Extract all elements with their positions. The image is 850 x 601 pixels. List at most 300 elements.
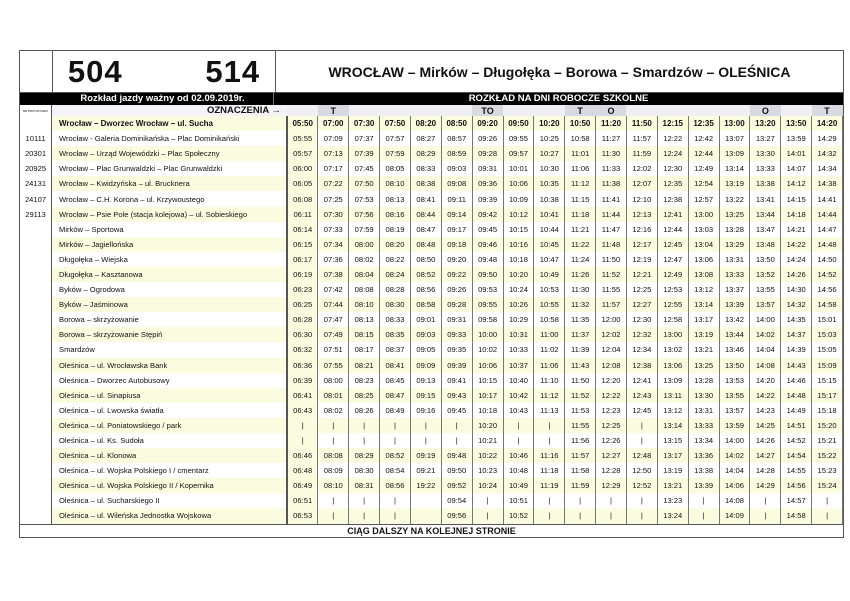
departure-time: 13:30	[750, 146, 781, 161]
departure-time: 12:55	[657, 297, 688, 312]
stop-name: Wrocław - Galeria Dominikańska – Plac Dominikański	[52, 131, 288, 146]
departure-time: 13:44	[719, 327, 750, 342]
departure-time: 10:21	[472, 433, 503, 448]
departure-time: 12:29	[596, 478, 627, 493]
departure-time: 12:20	[596, 373, 627, 388]
departure-time: 06:05	[287, 176, 318, 191]
departure-time: 14:00	[750, 312, 781, 327]
stop-name: Wrocław – C.H. Korona – ul. Krzywoustego	[52, 191, 288, 206]
departure-time: 12:25	[596, 418, 627, 433]
stop-code	[20, 448, 52, 463]
course-marker: T	[318, 105, 349, 116]
departure-time: 06:08	[287, 191, 318, 206]
timetable	[20, 105, 843, 524]
departure-time: 09:54	[441, 493, 472, 508]
departure-time: 10:06	[503, 176, 534, 191]
stop-row	[20, 358, 843, 373]
departure-time: 09:03	[410, 327, 441, 342]
departure-time: 08:21	[349, 358, 380, 373]
stop-name: Oleśnica – ul. Wojska Polskiego I / cmentarz	[52, 463, 288, 478]
departure-time: 11:56	[565, 433, 596, 448]
title-row	[20, 51, 843, 93]
departure-time: 14:12	[781, 176, 812, 191]
departure-time: 06:39	[287, 373, 318, 388]
departure-time: 13:08	[688, 267, 719, 282]
departure-time: 13:00	[719, 116, 750, 131]
departure-time: 13:24	[657, 508, 688, 523]
departure-time: 10:25	[534, 131, 565, 146]
departure-time: 06:48	[287, 463, 318, 478]
departure-time: 13:42	[719, 312, 750, 327]
departure-time: 14:07	[781, 161, 812, 176]
departure-time: 11:52	[565, 388, 596, 403]
departure-time: 10:42	[503, 388, 534, 403]
departure-time: 14:38	[812, 176, 843, 191]
departure-time: 12:27	[626, 297, 657, 312]
departure-time: 08:23	[349, 373, 380, 388]
departure-time: 13:55	[719, 388, 750, 403]
course-marker: TO	[472, 105, 503, 116]
stop-name: Oleśnica – ul. Wojska Polskiego II / Kopernika	[52, 478, 288, 493]
departure-time: 06:23	[287, 282, 318, 297]
stop-row	[20, 161, 843, 176]
departure-time: 06:43	[287, 403, 318, 418]
departure-time: 13:33	[688, 418, 719, 433]
departure-time: 10:30	[534, 161, 565, 176]
departure-time: 07:25	[318, 191, 349, 206]
departure-time: 06:30	[287, 327, 318, 342]
departure-time: 12:42	[688, 131, 719, 146]
departure-time: 13:30	[688, 388, 719, 403]
departure-time: 08:28	[380, 282, 411, 297]
departure-time: 13:36	[688, 448, 719, 463]
departure-time: 13:19	[688, 327, 719, 342]
departure-time: 10:27	[534, 146, 565, 161]
markings-label: OZNACZENIA →	[52, 105, 288, 116]
departure-time: 10:44	[534, 222, 565, 237]
departure-time: 06:14	[287, 222, 318, 237]
departure-time: 08:49	[380, 403, 411, 418]
departure-time: |	[534, 493, 565, 508]
departure-time: 10:58	[565, 131, 596, 146]
stop-row	[20, 433, 843, 448]
route-title: WROCŁAW – Mirków – Długołęka – Borowa – Smardzów – OLEŚNICA	[328, 63, 791, 80]
departure-time: 09:46	[472, 237, 503, 252]
departure-time: 14:21	[781, 222, 812, 237]
departure-time: 08:00	[349, 237, 380, 252]
departure-time: 14:01	[781, 146, 812, 161]
departure-time: |	[318, 493, 349, 508]
departure-time: 08:08	[349, 282, 380, 297]
departure-time: 14:23	[750, 403, 781, 418]
stop-name: Wrocław – Plac Grunwaldzki – Plac Grunwaldzki	[52, 161, 288, 176]
departure-time: 08:56	[410, 282, 441, 297]
departure-time: 13:07	[719, 131, 750, 146]
stop-code	[20, 508, 52, 523]
departure-time: 08:58	[410, 297, 441, 312]
departure-time: 11:00	[534, 327, 565, 342]
departure-time: 08:02	[349, 252, 380, 267]
departure-time: 10:06	[472, 358, 503, 373]
departure-time: 09:57	[503, 146, 534, 161]
stop-row	[20, 403, 843, 418]
departure-time: 07:09	[318, 131, 349, 146]
stop-code	[20, 358, 52, 373]
departure-time: 09:08	[441, 176, 472, 191]
departure-time: |	[287, 418, 318, 433]
departure-time: 08:05	[380, 161, 411, 176]
stop-code	[20, 463, 52, 478]
departure-time: 13:39	[688, 478, 719, 493]
departure-time: 13:17	[657, 448, 688, 463]
departure-time: 07:45	[349, 161, 380, 176]
course-marker	[719, 105, 750, 116]
departure-time: 08:30	[349, 463, 380, 478]
departure-time: 12:21	[626, 267, 657, 282]
departure-time: 07:00	[318, 116, 349, 131]
departure-time: 11:38	[596, 176, 627, 191]
departure-time: 08:45	[380, 373, 411, 388]
departure-time: 15:24	[812, 478, 843, 493]
departure-time: 14:48	[812, 237, 843, 252]
departure-time: 11:35	[565, 312, 596, 327]
departure-time: 13:03	[688, 222, 719, 237]
departure-time: 07:22	[318, 176, 349, 191]
departure-time: 09:55	[472, 297, 503, 312]
stop-code	[20, 327, 52, 342]
departure-time: 06:25	[287, 297, 318, 312]
departure-time: 09:01	[410, 312, 441, 327]
departure-time: 13:59	[781, 131, 812, 146]
departure-time: 10:47	[534, 252, 565, 267]
departure-time: 15:09	[812, 358, 843, 373]
departure-time: 13:06	[688, 252, 719, 267]
departure-time: |	[688, 508, 719, 523]
departure-time: 15:03	[812, 327, 843, 342]
departure-time: 14:26	[750, 433, 781, 448]
stop-code	[20, 282, 52, 297]
departure-time: 14:37	[781, 327, 812, 342]
departure-time: 09:21	[410, 463, 441, 478]
departure-time: 10:53	[534, 282, 565, 297]
stop-row	[20, 131, 843, 146]
departure-time: 08:10	[380, 176, 411, 191]
departure-time: 12:07	[626, 176, 657, 191]
stop-name: Smardzów	[52, 342, 288, 357]
departure-time: 13:11	[657, 388, 688, 403]
departure-time: 08:47	[410, 222, 441, 237]
departure-time: 14:41	[812, 191, 843, 206]
departure-time: 13:57	[750, 297, 781, 312]
stop-name: Mirków – Sportowa	[52, 222, 288, 237]
stop-row	[20, 297, 843, 312]
departure-time: 06:32	[287, 342, 318, 357]
departure-time: 11:20	[596, 116, 627, 131]
departure-time: |	[349, 508, 380, 523]
departure-time: 09:45	[472, 222, 503, 237]
departure-time: 14:25	[750, 418, 781, 433]
departure-time: 05:57	[287, 146, 318, 161]
departure-time: 12:23	[596, 403, 627, 418]
departure-time: 19:22	[410, 478, 441, 493]
course-marker	[410, 105, 441, 116]
stop-name: Oleśnica – ul. Sucharskiego II	[52, 493, 288, 508]
departure-time: 12:15	[657, 116, 688, 131]
departure-time: 11:18	[565, 207, 596, 222]
departure-time: 12:04	[596, 342, 627, 357]
departure-time: 10:48	[503, 463, 534, 478]
stop-code	[20, 237, 52, 252]
departure-time: 08:29	[410, 146, 441, 161]
course-marker	[441, 105, 472, 116]
continuation-note: CIĄG DALSZY NA KOLEJNEJ STRONIE	[20, 524, 843, 537]
departure-time: 11:30	[596, 146, 627, 161]
stop-row	[20, 478, 843, 493]
stop-row	[20, 463, 843, 478]
departure-time: 11:57	[626, 131, 657, 146]
departure-time: 14:20	[750, 373, 781, 388]
departure-time: 05:50	[287, 116, 318, 131]
course-marker: O	[750, 105, 781, 116]
departure-time: 10:58	[534, 312, 565, 327]
departure-time: 10:20	[503, 267, 534, 282]
departure-time: 09:20	[441, 252, 472, 267]
departure-time: 13:20	[750, 116, 781, 131]
departure-time: 14:44	[812, 207, 843, 222]
departure-time: 10:46	[503, 448, 534, 463]
departure-time: 08:41	[380, 358, 411, 373]
departure-time: 14:32	[812, 146, 843, 161]
course-marker	[503, 105, 534, 116]
stop-row	[20, 207, 843, 222]
departure-time: |	[565, 508, 596, 523]
departure-time: |	[750, 508, 781, 523]
stop-name: Wrocław – Psie Pole (stacja kolejowa) – ul. Sobieskiego	[52, 207, 288, 222]
departure-time: 13:28	[688, 373, 719, 388]
departure-time: 13:39	[719, 297, 750, 312]
departure-time: 14:48	[781, 388, 812, 403]
departure-time: 14:50	[812, 252, 843, 267]
departure-time: 13:25	[688, 358, 719, 373]
departure-time: 12:25	[626, 282, 657, 297]
departure-time: 10:50	[565, 116, 596, 131]
stop-row	[20, 116, 843, 131]
departure-time: 10:52	[503, 508, 534, 523]
stop-code	[20, 388, 52, 403]
departure-time: 09:15	[410, 388, 441, 403]
departure-time: 14:46	[781, 373, 812, 388]
markings-row	[20, 105, 843, 116]
departure-time: 10:16	[503, 237, 534, 252]
departure-time: |	[503, 433, 534, 448]
departure-time: 08:08	[318, 448, 349, 463]
departure-time: 07:44	[318, 297, 349, 312]
departure-time: 12:57	[688, 191, 719, 206]
valid-from-label: Rozkład jazdy ważny od 02.09.2019r.	[20, 93, 274, 105]
departure-time: 09:48	[472, 252, 503, 267]
departure-time: 09:56	[441, 508, 472, 523]
timetable-sheet	[19, 50, 844, 538]
departure-time: 08:54	[380, 463, 411, 478]
departure-time: 13:38	[750, 176, 781, 191]
departure-time: 11:18	[534, 463, 565, 478]
departure-time: 09:19	[410, 448, 441, 463]
departure-time: 08:00	[318, 373, 349, 388]
departure-time: 10:29	[503, 312, 534, 327]
course-marker	[657, 105, 688, 116]
course-marker	[688, 105, 719, 116]
departure-time: 12:38	[626, 358, 657, 373]
departure-time: 10:43	[503, 403, 534, 418]
departure-time: |	[287, 433, 318, 448]
departure-time: 10:20	[472, 418, 503, 433]
departure-time: 10:15	[503, 222, 534, 237]
departure-time: |	[812, 508, 843, 523]
departure-time: 12:58	[657, 312, 688, 327]
departure-time: 08:27	[410, 131, 441, 146]
departure-time: |	[380, 433, 411, 448]
departure-time: 10:01	[503, 161, 534, 176]
departure-time: 14:20	[812, 116, 843, 131]
departure-time: 08:37	[380, 342, 411, 357]
departure-time: |	[596, 493, 627, 508]
course-marker: T	[565, 105, 596, 116]
departure-time: 07:59	[380, 146, 411, 161]
departure-time: 15:21	[812, 433, 843, 448]
departure-time: 11:12	[534, 388, 565, 403]
departure-time: 13:14	[657, 418, 688, 433]
stop-code: 20925	[20, 161, 52, 176]
departure-time: |	[380, 508, 411, 523]
departure-time: |	[472, 508, 503, 523]
stop-row	[20, 267, 843, 282]
departure-time: 13:34	[688, 433, 719, 448]
departure-time: |	[380, 418, 411, 433]
course-marker	[534, 105, 565, 116]
departure-time: 08:19	[380, 222, 411, 237]
stop-code: 29113	[20, 207, 52, 222]
departure-time: 09:31	[472, 161, 503, 176]
departure-time: |	[318, 418, 349, 433]
departure-time: |	[626, 433, 657, 448]
departure-time: 09:31	[441, 312, 472, 327]
departure-time: 09:17	[441, 222, 472, 237]
departure-time: 10:38	[534, 191, 565, 206]
departure-time: 13:12	[688, 282, 719, 297]
departure-time: 08:20	[410, 116, 441, 131]
departure-time: 13:15	[657, 433, 688, 448]
departure-time: 14:06	[719, 478, 750, 493]
stop-name: Długołęka – Wiejska	[52, 252, 288, 267]
departure-time: 12:26	[596, 433, 627, 448]
departure-time: 14:04	[750, 342, 781, 357]
stop-name: Wrocław – Urząd Wojewódzki – Plac Społeczny	[52, 146, 288, 161]
departure-time: 11:06	[534, 358, 565, 373]
departure-time: 15:20	[812, 418, 843, 433]
departure-time: 14:27	[750, 448, 781, 463]
departure-time: 14:18	[781, 207, 812, 222]
departure-time: 10:31	[503, 327, 534, 342]
stop-row	[20, 312, 843, 327]
departure-time: 08:16	[380, 207, 411, 222]
departure-time: |	[626, 493, 657, 508]
departure-time: 08:44	[410, 207, 441, 222]
stop-name: Wrocław – Kwidzyńska – ul. Brucknera	[52, 176, 288, 191]
departure-time: 07:17	[318, 161, 349, 176]
departure-time: 06:19	[287, 267, 318, 282]
departure-time: 14:54	[781, 448, 812, 463]
departure-time: 11:47	[596, 222, 627, 237]
departure-time: |	[318, 433, 349, 448]
departure-time: 14:26	[781, 267, 812, 282]
departure-time: 11:48	[596, 237, 627, 252]
departure-time: 10:33	[503, 342, 534, 357]
departure-time: 08:13	[349, 312, 380, 327]
departure-time: 09:05	[410, 342, 441, 357]
departure-time: 11:55	[565, 418, 596, 433]
departure-time: 10:15	[472, 373, 503, 388]
departure-time: 11:53	[565, 403, 596, 418]
departure-time: 08:47	[380, 388, 411, 403]
course-marker	[626, 105, 657, 116]
departure-time: 13:25	[719, 207, 750, 222]
stop-code	[20, 116, 52, 131]
departure-time: 07:39	[349, 146, 380, 161]
stop-code	[20, 297, 52, 312]
departure-time: 13:37	[719, 282, 750, 297]
stop-row	[20, 448, 843, 463]
departure-time: 11:16	[534, 448, 565, 463]
stop-code	[20, 252, 52, 267]
departure-time: 14:57	[781, 493, 812, 508]
stop-row	[20, 493, 843, 508]
departure-time: 13:00	[657, 327, 688, 342]
departure-time: 08:48	[410, 237, 441, 252]
departure-time: 07:38	[318, 267, 349, 282]
departure-time: 14:56	[812, 282, 843, 297]
departure-time: 13:50	[719, 358, 750, 373]
departure-time: 13:46	[719, 342, 750, 357]
departure-time: 14:00	[719, 433, 750, 448]
departure-time: 08:25	[349, 388, 380, 403]
departure-time: 10:35	[534, 176, 565, 191]
stop-name: Długołęka – Kasztanowa	[52, 267, 288, 282]
departure-time: 07:55	[318, 358, 349, 373]
departure-time: 08:24	[380, 267, 411, 282]
departure-time: |	[410, 418, 441, 433]
departure-time: 06:51	[287, 493, 318, 508]
departure-time: 12:45	[626, 403, 657, 418]
departure-time: 09:13	[410, 373, 441, 388]
departure-time: 14:08	[750, 358, 781, 373]
departure-time: 09:26	[472, 131, 503, 146]
departure-time: 14:52	[812, 267, 843, 282]
departure-time: 11:21	[565, 222, 596, 237]
departure-time: 11:10	[534, 373, 565, 388]
stop-row	[20, 237, 843, 252]
departure-time: 07:36	[318, 252, 349, 267]
departure-time: 12:13	[626, 207, 657, 222]
departure-time: 10:26	[503, 297, 534, 312]
departure-time: 06:15	[287, 237, 318, 252]
departure-time: |	[441, 418, 472, 433]
departure-time: 12:30	[657, 161, 688, 176]
stop-code	[20, 403, 52, 418]
stop-name: Oleśnica – ul. Lwowska światła	[52, 403, 288, 418]
departure-time: 09:50	[441, 463, 472, 478]
departure-time: 12:32	[626, 327, 657, 342]
departure-time: 06:11	[287, 207, 318, 222]
